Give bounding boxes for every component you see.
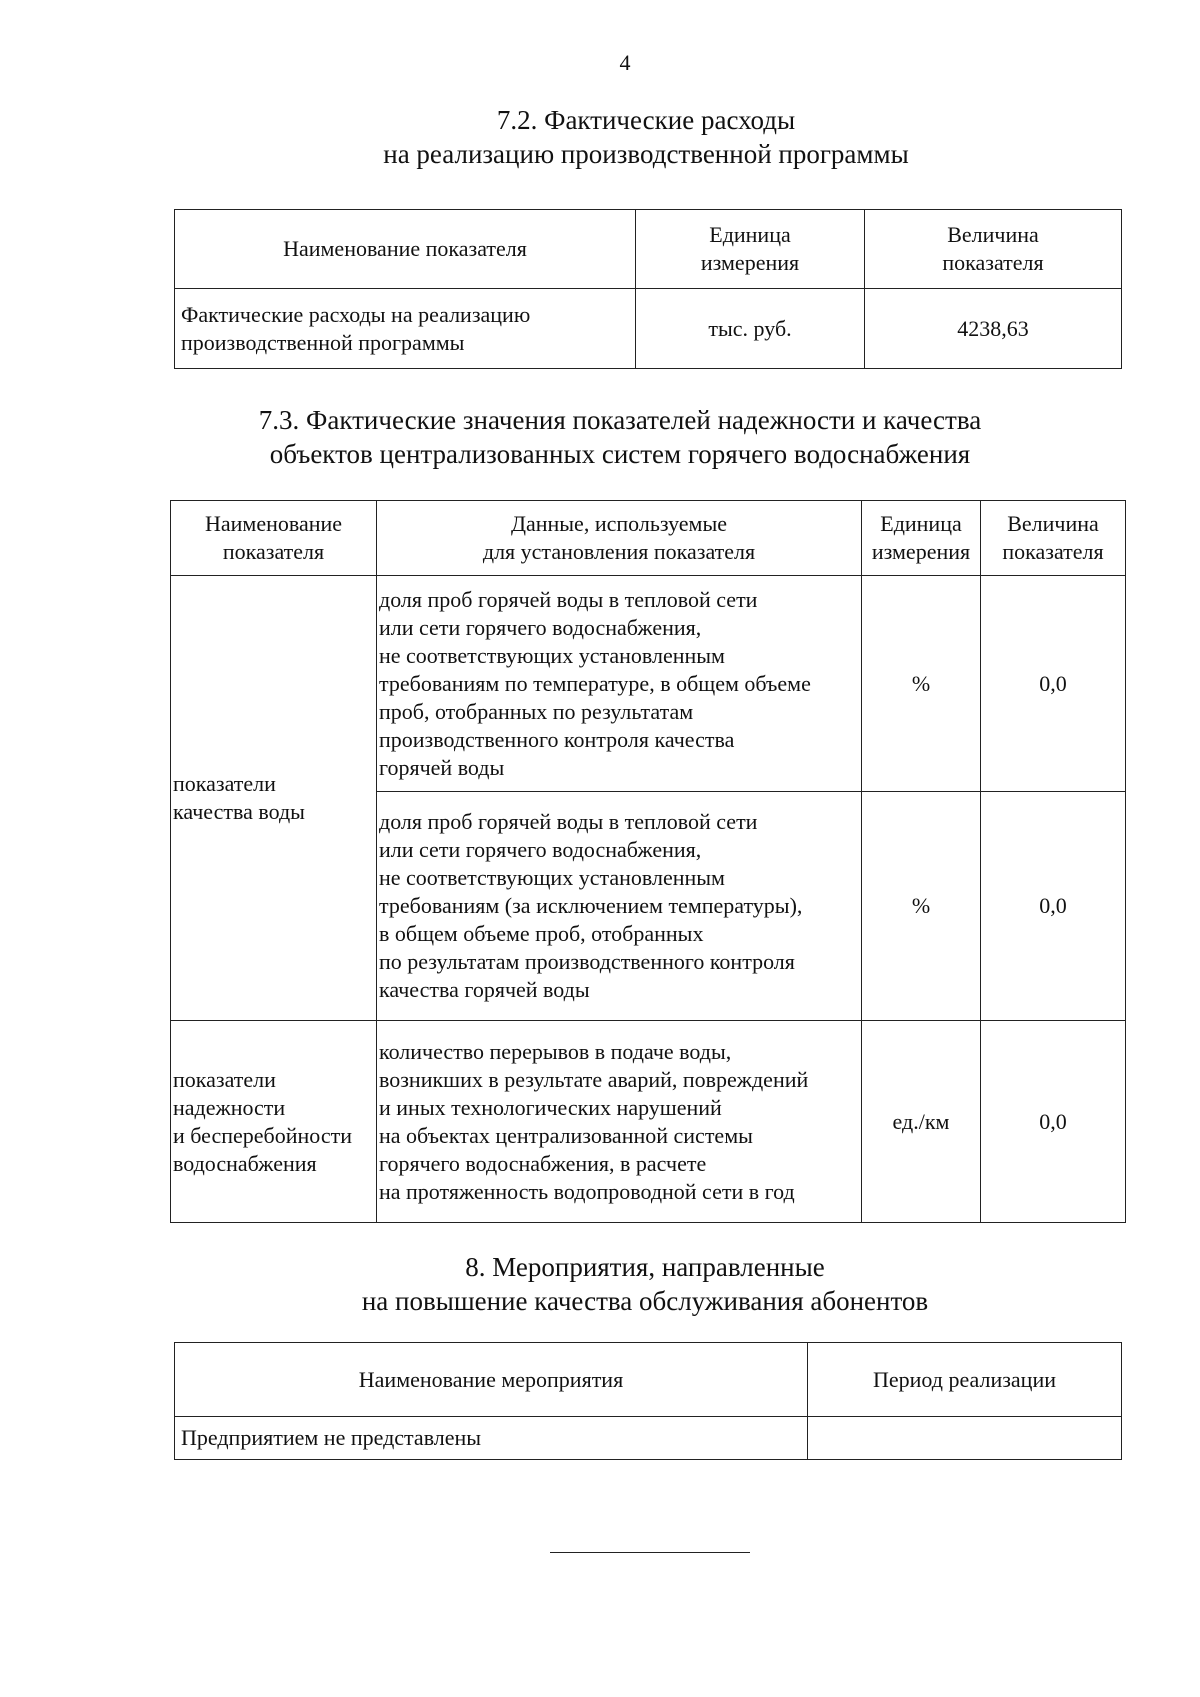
cell-line: производственного контроля качества bbox=[379, 726, 735, 752]
table-row bbox=[175, 289, 1122, 369]
cell-unit: тыс. руб. bbox=[636, 289, 865, 369]
header-period: Период реализации bbox=[808, 1343, 1122, 1417]
cell-line: доля проб горячей воды в тепловой сети bbox=[379, 809, 758, 834]
table-header-row bbox=[175, 210, 1122, 289]
closing-rule bbox=[550, 1552, 750, 1553]
header-value bbox=[981, 501, 1126, 576]
section-8-title-line: 8. Мероприятия, направленные bbox=[465, 1252, 825, 1282]
cell-line: горячего водоснабжения, в расчете bbox=[379, 1150, 707, 1176]
cell-group-quality bbox=[171, 576, 377, 1021]
cell-name bbox=[175, 289, 636, 369]
cell-line: надежности bbox=[173, 1094, 286, 1120]
cell-line: количество перерывов в подаче воды, bbox=[379, 1038, 732, 1064]
cell-value: 4238,63 bbox=[865, 289, 1122, 369]
section-7-2-title bbox=[0, 103, 1200, 171]
header-name: Наименование мероприятия bbox=[175, 1343, 808, 1417]
section-8-title-line: на повышение качества обслуживания абонентов bbox=[361, 1286, 929, 1316]
header-line: показателя bbox=[1002, 539, 1104, 564]
cell-line: качества горячей воды bbox=[379, 977, 590, 1002]
header-name: Наименование показателя bbox=[175, 210, 636, 289]
header-value-line: Величина bbox=[947, 222, 1039, 247]
cell-line: не соответствующих установленным bbox=[379, 642, 725, 668]
header-line: Величина bbox=[1007, 511, 1099, 536]
cell-value: 0,0 bbox=[981, 792, 1126, 1021]
cell-line: качества воды bbox=[173, 799, 305, 824]
header-line: измерения bbox=[871, 539, 971, 564]
cell-line: доля проб горячей воды в тепловой сети bbox=[379, 586, 758, 612]
cell-line: по результатам производственного контроля bbox=[379, 949, 795, 974]
cell-line: возникших в результате аварий, повреждений bbox=[379, 1066, 809, 1092]
cell-line: и бесперебойности bbox=[173, 1122, 352, 1148]
cell-data bbox=[377, 576, 862, 792]
cell-line: в общем объеме проб, отобранных bbox=[379, 921, 704, 946]
section-7-2-title-line: на реализацию производственной программы bbox=[383, 139, 909, 169]
cell-value: 0,0 bbox=[981, 576, 1126, 792]
header-value bbox=[865, 210, 1122, 289]
cell-line: и иных технологических нарушений bbox=[379, 1094, 722, 1120]
cell-line: Фактические расходы на реализацию bbox=[181, 301, 531, 327]
section-8-title bbox=[0, 1250, 1200, 1318]
header-unit bbox=[636, 210, 865, 289]
cell-line: проб, отобранных по результатам bbox=[379, 698, 694, 724]
cell-name: Предприятием не представлены bbox=[175, 1417, 808, 1460]
cell-unit: % bbox=[862, 792, 981, 1021]
table-row bbox=[175, 1417, 1122, 1460]
cell-period bbox=[808, 1417, 1122, 1460]
cell-value: 0,0 bbox=[981, 1021, 1126, 1223]
cell-line: на протяженность водопроводной сети в год bbox=[379, 1178, 795, 1204]
cell-data bbox=[377, 792, 862, 1021]
header-name bbox=[171, 501, 377, 576]
cell-line: на объектах централизованной системы bbox=[379, 1122, 753, 1148]
cell-data bbox=[377, 1021, 862, 1223]
cell-line: не соответствующих установленным bbox=[379, 865, 725, 890]
header-data bbox=[377, 501, 862, 576]
cell-line: показатели bbox=[173, 771, 276, 796]
table-header-row bbox=[175, 1343, 1122, 1417]
header-line: для установления показателя bbox=[482, 539, 756, 564]
header-unit-line: измерения bbox=[700, 250, 800, 275]
section-7-3-title-line: 7.3. Фактические значения показателей надежности и качества bbox=[258, 405, 982, 435]
table-7-3 bbox=[170, 500, 1126, 1223]
cell-line: или сети горячего водоснабжения, bbox=[379, 614, 702, 640]
header-unit-line: Единица bbox=[709, 222, 791, 247]
table-header-row bbox=[171, 501, 1126, 576]
table-8 bbox=[174, 1342, 1122, 1460]
page-number: 4 bbox=[619, 50, 631, 75]
cell-line: или сети горячего водоснабжения, bbox=[379, 837, 702, 862]
header-unit bbox=[862, 501, 981, 576]
header-value-line: показателя bbox=[942, 250, 1044, 275]
cell-unit: % bbox=[862, 576, 981, 792]
cell-line: показатели bbox=[173, 1066, 276, 1092]
table-row bbox=[171, 576, 1126, 792]
section-7-3-title bbox=[0, 403, 1200, 471]
cell-line: требованиям по температуре, в общем объеме bbox=[379, 670, 811, 696]
cell-line: производственной программы bbox=[181, 329, 465, 355]
table-row bbox=[171, 1021, 1126, 1223]
table-7-2 bbox=[174, 209, 1122, 369]
cell-unit: ед./км bbox=[862, 1021, 981, 1223]
section-7-2-title-line: 7.2. Фактические расходы bbox=[496, 105, 796, 135]
header-line: показателя bbox=[222, 539, 325, 564]
cell-line: горячей воды bbox=[379, 754, 505, 780]
header-line: Наименование bbox=[204, 511, 343, 536]
header-line: Единица bbox=[880, 511, 962, 536]
cell-line: водоснабжения bbox=[173, 1150, 317, 1176]
cell-line: требованиям (за исключением температуры), bbox=[379, 893, 803, 918]
header-line: Данные, используемые bbox=[510, 511, 728, 536]
section-7-3-title-line: объектов централизованных систем горячего водоснабжения bbox=[269, 439, 971, 469]
cell-group-reliability bbox=[171, 1021, 377, 1223]
